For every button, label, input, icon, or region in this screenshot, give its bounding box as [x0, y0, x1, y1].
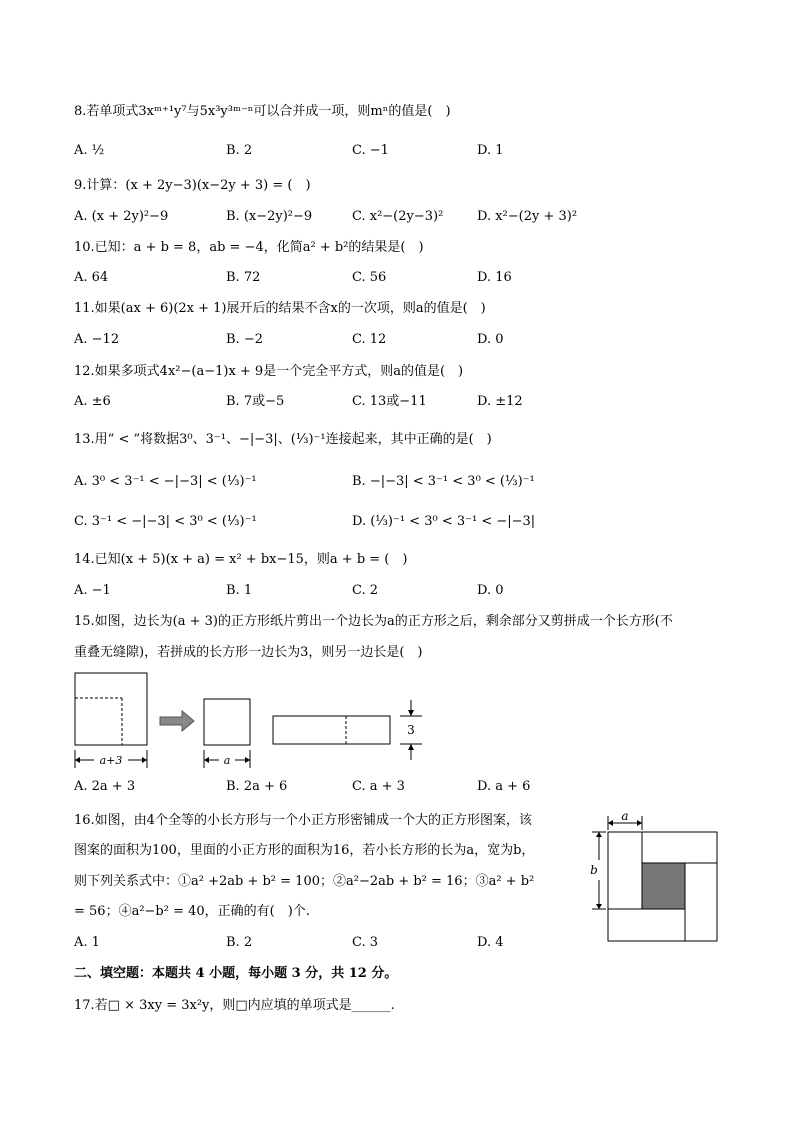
q14-option-b[interactable]: B. 1 — [226, 583, 253, 598]
label-a-plus-3: a+3 — [99, 754, 123, 767]
q16-option-c[interactable]: C. 3 — [352, 935, 379, 950]
q13-option-a[interactable]: A. 3⁰ < 3⁻¹ < −|−3| < (⅓)⁻¹ — [74, 474, 257, 489]
label-b: b — [590, 863, 598, 877]
q10-option-c[interactable]: C. 56 — [352, 270, 387, 285]
question-15-stem-line1: 15.如图，边长为(a + 3)的正方形纸片剪出一个边长为a的正方形之后，剩余部分又剪拼成一个长方形(不 — [74, 614, 673, 629]
question-13-stem: 13.用“ < ”将数据3⁰、3⁻¹、−|−3|、(⅓)⁻¹连接起来，其中正确的是( ) — [74, 432, 492, 447]
q15-figure — [70, 668, 430, 776]
q14-option-a[interactable]: A. −1 — [74, 583, 111, 598]
label-a: a — [621, 809, 629, 823]
question-12-stem: 12.如果多项式4x²−(a−1)x + 9是一个完全平方式，则a的值是( ) — [74, 364, 464, 379]
spliced-rectangle — [273, 716, 390, 744]
arrow-small-left — [204, 757, 209, 763]
arrow-right — [142, 757, 147, 763]
q13-option-d[interactable]: D. (⅓)⁻¹ < 3⁰ < 3⁻¹ < −|−3| — [352, 514, 536, 529]
q11-option-b[interactable]: B. −2 — [226, 332, 263, 347]
q9-option-d[interactable]: D. x²−(2y + 3)² — [477, 209, 578, 224]
q15-option-d[interactable]: D. a + 6 — [477, 779, 531, 794]
q8-option-a[interactable]: A. ½ — [74, 143, 105, 158]
q15-option-c[interactable]: C. a + 3 — [352, 779, 405, 794]
label-3: 3 — [407, 723, 415, 737]
arrow-b-bottom — [596, 904, 602, 909]
arrow-b-top — [596, 832, 602, 837]
q12-option-c[interactable]: C. 13或−11 — [352, 394, 427, 409]
q15-option-a[interactable]: A. 2a + 3 — [74, 779, 136, 794]
q8-option-b[interactable]: B. 2 — [226, 143, 253, 158]
question-9-stem: 9.计算：(x + 2y−3)(x−2y + 3) = ( ) — [74, 178, 311, 193]
q10-option-a[interactable]: A. 64 — [74, 270, 109, 285]
section-2-heading: 二、填空题：本题共 4 小题，每小题 3 分，共 12 分。 — [74, 966, 398, 981]
q13-option-c[interactable]: C. 3⁻¹ < −|−3| < 3⁰ < (⅓)⁻¹ — [74, 514, 257, 529]
question-14-stem: 14.已知(x + 5)(x + a) = x² + bx−15，则a + b = ( ) — [74, 552, 408, 567]
q10-option-b[interactable]: B. 72 — [226, 270, 261, 285]
q13-option-b[interactable]: B. −|−3| < 3⁻¹ < 3⁰ < (⅓)⁻¹ — [352, 474, 535, 489]
q16-option-b[interactable]: B. 2 — [226, 935, 253, 950]
question-16-stem-line1: 16.如图，由4个全等的小长方形与一个小正方形密铺成一个大的正方形图案，该 — [74, 813, 532, 828]
arrow-small-right — [245, 757, 250, 763]
question-11-stem: 11.如果(ax + 6)(2x + 1)展开后的结果不含x的一次项，则a的值是( ) — [74, 301, 486, 316]
small-square — [204, 699, 250, 745]
arrow-a-left — [608, 820, 613, 826]
q10-option-d[interactable]: D. 16 — [477, 270, 512, 285]
question-16-stem-line4: = 56；④a²−b² = 40，正确的有( )个. — [74, 904, 310, 919]
q9-option-a[interactable]: A. (x + 2y)²−9 — [74, 209, 169, 224]
q14-option-c[interactable]: C. 2 — [352, 583, 379, 598]
q16-option-d[interactable]: D. 4 — [477, 935, 504, 950]
big-square — [75, 673, 147, 745]
question-16-stem-line2: 图案的面积为100，里面的小正方形的面积为16，若小长方形的长为a，宽为b， — [74, 843, 535, 858]
q12-option-a[interactable]: A. ±6 — [74, 394, 111, 409]
arrow-up — [408, 744, 414, 750]
q15-option-b[interactable]: B. 2a + 6 — [226, 779, 288, 794]
arrow-a-right — [637, 820, 642, 826]
transform-arrow-icon — [160, 711, 194, 731]
question-16-stem-line3: 则下列关系式中：①a² +2ab + b² = 100；②a²−2ab + b² = 16；③a² + b² — [74, 874, 535, 889]
q16-figure — [584, 806, 724, 946]
arrow-left — [75, 757, 80, 763]
q11-option-a[interactable]: A. −12 — [74, 332, 120, 347]
label-a: a — [223, 754, 231, 767]
question-8-stem: 8.若单项式3xᵐ⁺¹y⁷与5x³y³ᵐ⁻ⁿ可以合并成一项，则mⁿ的值是( ) — [74, 104, 451, 119]
arrow-down — [408, 710, 414, 716]
q8-option-d[interactable]: D. 1 — [477, 143, 504, 158]
question-15-stem-line2: 重叠无缝隙)，若拼成的长方形一边长为3，则另一边长是( ) — [74, 645, 423, 660]
question-10-stem: 10.已知：a + b = 8，ab = −4，化简a² + b²的结果是( ) — [74, 240, 424, 255]
q11-option-d[interactable]: D. 0 — [477, 332, 504, 347]
question-17-stem: 17.若□ × 3xy = 3x²y，则□内应填的单项式是______. — [74, 998, 395, 1013]
q9-option-b[interactable]: B. (x−2y)²−9 — [226, 209, 313, 224]
q14-option-d[interactable]: D. 0 — [477, 583, 504, 598]
q16-option-a[interactable]: A. 1 — [74, 935, 100, 950]
inner-small-square — [642, 863, 685, 909]
q12-option-b[interactable]: B. 7或−5 — [226, 394, 285, 409]
q12-option-d[interactable]: D. ±12 — [477, 394, 523, 409]
q11-option-c[interactable]: C. 12 — [352, 332, 387, 347]
q8-option-c[interactable]: C. −1 — [352, 143, 389, 158]
q9-option-c[interactable]: C. x²−(2y−3)² — [352, 209, 444, 224]
